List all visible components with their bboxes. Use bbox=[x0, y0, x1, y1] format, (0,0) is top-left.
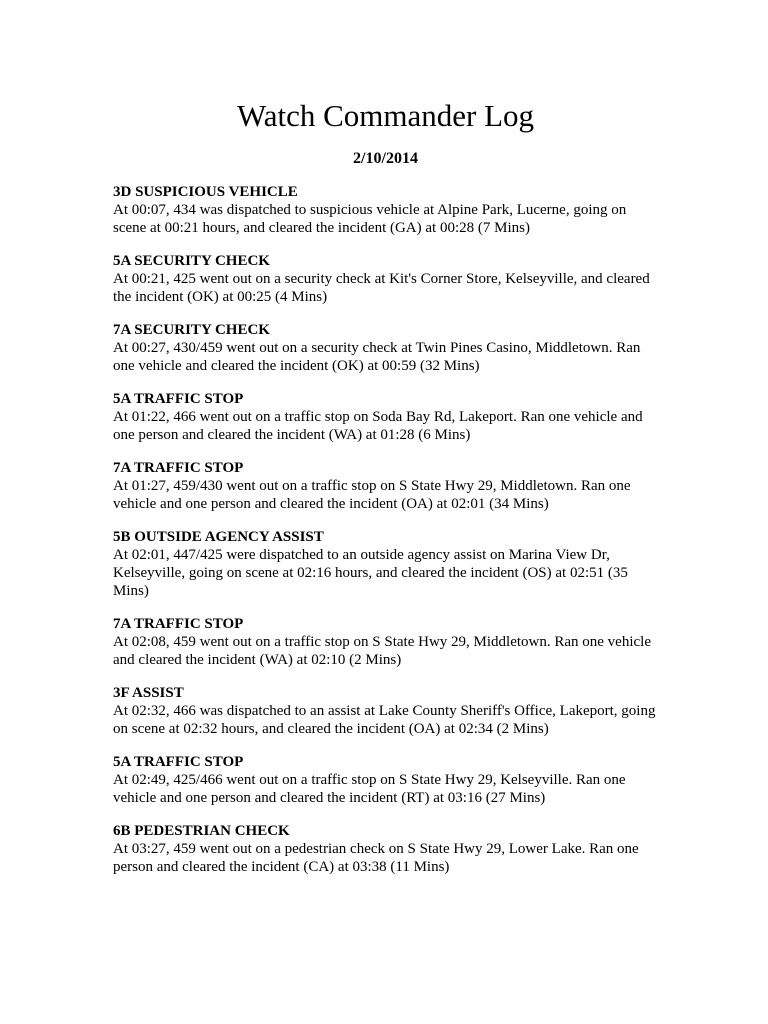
entry-heading: 5A TRAFFIC STOP bbox=[113, 391, 244, 407]
entry-text: At 02:01, 447/425 were dispatched to an outside agency assist on Marina View Dr, Kelseyville, going on scene at 02:16 hours, and cleared the incident (OS) at 02:51 (35 Mins) bbox=[113, 547, 628, 599]
entry-heading: 3D SUSPICIOUS VEHICLE bbox=[113, 184, 298, 200]
log-entry bbox=[113, 684, 658, 738]
log-entry bbox=[113, 321, 658, 375]
entry-text: At 01:22, 466 went out on a traffic stop on Soda Bay Rd, Lakeport. Ran one vehicle and one person and cleared the incident (WA) at 01:28 (6 Mins) bbox=[113, 409, 643, 443]
entry-text: At 02:32, 466 was dispatched to an assist at Lake County Sheriff's Office, Lakeport, going on scene at 02:32 hours, and cleared the incident (OA) at 02:34 (2 Mins) bbox=[113, 703, 656, 737]
log-entry bbox=[113, 753, 658, 807]
log-entry bbox=[113, 390, 658, 444]
entry-heading: 7A TRAFFIC STOP bbox=[113, 460, 244, 476]
entry-heading: 5A SECURITY CHECK bbox=[113, 253, 270, 269]
document-page bbox=[113, 95, 658, 891]
entry-text: At 02:49, 425/466 went out on a traffic stop on S State Hwy 29, Kelseyville. Ran one vehicle and one person and cleared the incident (RT) at 03:16 (27 Mins) bbox=[113, 772, 626, 806]
log-entry bbox=[113, 252, 658, 306]
entry-text: At 00:21, 425 went out on a security check at Kit's Corner Store, Kelseyville, and cleared the incident (OK) at 00:25 (4 Mins) bbox=[113, 271, 650, 305]
log-entry bbox=[113, 822, 658, 876]
entry-text: At 00:27, 430/459 went out on a security check at Twin Pines Casino, Middletown. Ran one vehicle and cleared the incident (OK) at 00:59 (32 Mins) bbox=[113, 340, 641, 374]
entry-heading: 7A SECURITY CHECK bbox=[113, 322, 270, 338]
entry-heading: 7A TRAFFIC STOP bbox=[113, 616, 244, 632]
entry-heading: 5A TRAFFIC STOP bbox=[113, 754, 244, 770]
entry-heading: 5B OUTSIDE AGENCY ASSIST bbox=[113, 529, 324, 545]
log-entry bbox=[113, 183, 658, 237]
entry-heading: 6B PEDESTRIAN CHECK bbox=[113, 823, 290, 839]
log-entry bbox=[113, 615, 658, 669]
log-entries bbox=[113, 183, 658, 876]
log-date: 2/10/2014 bbox=[353, 150, 418, 167]
entry-text: At 02:08, 459 went out on a traffic stop on S State Hwy 29, Middletown. Ran one vehicle and cleared the incident (WA) at 02:10 (2 Mins) bbox=[113, 634, 651, 668]
entry-heading: 3F ASSIST bbox=[113, 685, 184, 701]
entry-text: At 01:27, 459/430 went out on a traffic stop on S State Hwy 29, Middletown. Ran one vehicle and one person and cleared the incident (OA) at 02:01 (34 Mins) bbox=[113, 478, 631, 512]
entry-text: At 00:07, 434 was dispatched to suspicious vehicle at Alpine Park, Lucerne, going on scene at 00:21 hours, and cleared the incident (GA) at 00:28 (7 Mins) bbox=[113, 202, 627, 236]
log-entry bbox=[113, 459, 658, 513]
log-entry bbox=[113, 528, 658, 600]
entry-text: At 03:27, 459 went out on a pedestrian check on S State Hwy 29, Lower Lake. Ran one person and cleared the incident (CA) at 03:38 (11 Mins) bbox=[113, 841, 639, 875]
page-title: Watch Commander Log bbox=[236, 98, 535, 133]
